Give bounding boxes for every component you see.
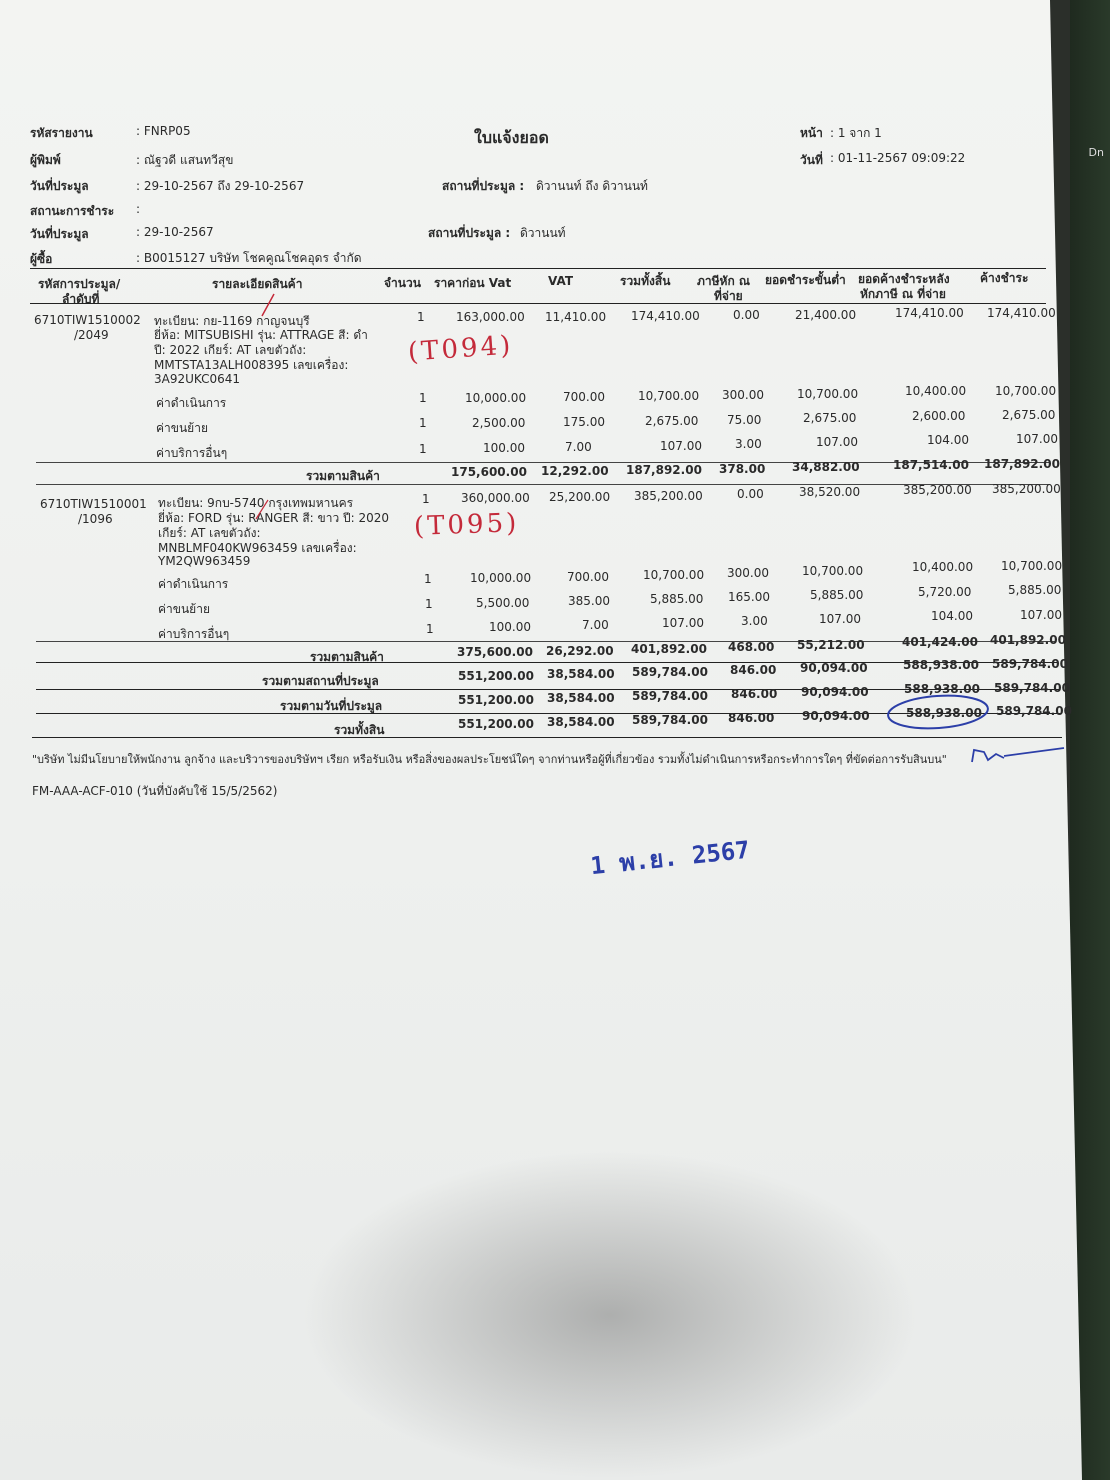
item-line: MMTSTA13ALH008395 เลขเครื่อง: — [154, 358, 349, 372]
cell: 1 — [422, 492, 430, 506]
col-due: ค้างชำระ — [980, 271, 1029, 285]
col-detail: รายละเอียดสินค้า — [212, 277, 303, 291]
cell: 5,720.00 — [918, 585, 972, 599]
col-price: ราคาก่อน Vat — [434, 276, 512, 290]
form-code: FM-AAA-ACF-010 (วันที่บังคับใช้ 15/5/2562) — [32, 784, 278, 798]
col-paid: ยอดชำระขั้นต่ำ — [765, 273, 846, 287]
payment-status-label: สถานะการชำระ — [30, 204, 115, 218]
print-date: : 01-11-2567 09:09:22 — [830, 151, 966, 165]
cell: 589,784.00 — [996, 704, 1072, 718]
cell: 846.00 — [730, 663, 777, 677]
cell: 107.00 — [1020, 608, 1062, 622]
cell: 2,675.00 — [645, 414, 699, 428]
shadow — [300, 1150, 920, 1480]
cell: 300.00 — [727, 566, 769, 580]
cell: 165.00 — [728, 590, 770, 604]
place2: ดิวานนท์ — [520, 226, 566, 240]
cell: 10,700.00 — [643, 568, 705, 582]
subtotal-label: รวมตามสินค้า — [310, 650, 384, 664]
cell: 10,400.00 — [905, 384, 967, 398]
cell: 10,700.00 — [797, 387, 859, 401]
cell: 10,000.00 — [465, 391, 527, 405]
cell: 7.00 — [565, 440, 592, 454]
cell: 589,784.00 — [632, 689, 708, 703]
col-code2: ลำดับที่ — [62, 292, 100, 306]
cell: 589,784.00 — [632, 665, 708, 679]
cell: 174,410.00 — [631, 309, 700, 323]
cell: 300.00 — [722, 388, 764, 402]
red-tick-mark — [256, 500, 268, 519]
item-code: 6710TIW1510002 — [34, 313, 141, 327]
cell: 38,584.00 — [547, 715, 615, 729]
col-tax: ภาษีหัก ณ — [697, 274, 751, 288]
cell: 5,500.00 — [476, 596, 530, 610]
cell: 5,885.00 — [810, 588, 864, 602]
cell: 175.00 — [563, 415, 605, 429]
cell: 551,200.00 — [458, 669, 534, 683]
cell: 10,700.00 — [1001, 559, 1063, 573]
cell: 1 — [419, 442, 427, 456]
item-line: ยี่ห้อ: FORD รุ่น: RANGER สี: ขาว ปี: 2020 — [158, 511, 390, 525]
cell: 7.00 — [582, 618, 609, 632]
cell: 107.00 — [819, 612, 861, 626]
cell: 3.00 — [741, 614, 768, 628]
item-line: ทะเบียน: กย-1169 กาญจนบุรี — [154, 314, 310, 328]
cell: 10,400.00 — [912, 560, 974, 574]
cell: 1 — [425, 597, 433, 611]
cell: 1 — [419, 391, 427, 405]
payment-status: : — [136, 202, 141, 216]
cell: 107.00 — [1016, 432, 1058, 446]
cell: 2,500.00 — [472, 416, 526, 430]
cell: 107.00 — [816, 435, 858, 449]
item-line: MNBLMF040KW963459 เลขเครื่อง: — [158, 541, 357, 555]
handwritten-note: (T095) — [413, 508, 520, 542]
cell: 700.00 — [567, 570, 609, 584]
report-code-label: รหัสรายงาน — [30, 126, 93, 140]
fee-name: ค่าดำเนินการ — [158, 577, 229, 591]
col-code: รหัสการประมูล/ — [38, 277, 121, 291]
cell: 10,000.00 — [470, 571, 532, 585]
cell: 104.00 — [931, 609, 973, 623]
item-seq: /2049 — [74, 328, 109, 342]
item-line: YM2QW963459 — [158, 554, 251, 568]
cell: 401,424.00 — [902, 635, 978, 649]
cell: 1 — [419, 416, 427, 430]
cell: 104.00 — [927, 433, 969, 447]
item-line: 3A92UKC0641 — [154, 372, 241, 386]
cell: 588,938.00 — [906, 706, 982, 720]
cell: 589,784.00 — [632, 713, 708, 727]
cell: 75.00 — [727, 413, 762, 427]
item-seq: /1096 — [78, 512, 113, 526]
total-label: รวมตามวันที่ประมูล — [280, 699, 383, 713]
cell: 163,000.00 — [456, 310, 525, 324]
cell: 175,600.00 — [451, 465, 527, 479]
cell: 174,410.00 — [987, 306, 1056, 320]
place: ดิวานนท์ ถึง ดิวานนท์ — [536, 179, 648, 193]
cell: 90,094.00 — [801, 685, 869, 699]
col-balance2: หักภาษี ณ ที่จ่าย — [860, 287, 946, 301]
cell: 10,700.00 — [995, 384, 1057, 398]
cell: 5,885.00 — [650, 592, 704, 606]
item-line: เกียร์: AT เลขตัวถัง: — [158, 526, 261, 540]
cell: 90,094.00 — [800, 661, 868, 675]
item-code: 6710TIW1510001 — [40, 497, 147, 511]
cell: 401,892.00 — [990, 633, 1066, 647]
place2-label: สถานที่ประมูล : — [428, 226, 511, 240]
cell: 100.00 — [489, 620, 531, 634]
cell: 174,410.00 — [895, 306, 964, 320]
cell: 10,700.00 — [638, 389, 700, 403]
cell: 26,292.00 — [546, 644, 614, 658]
cell: 588,938.00 — [903, 658, 979, 672]
document-title: ใบแจ้งยอด — [474, 128, 549, 147]
buyer: : B0015127 บริษัท โชคคูณโชคอุดร จำกัด — [136, 251, 362, 265]
cell: 360,000.00 — [461, 491, 530, 505]
cell: 468.00 — [728, 640, 775, 654]
fee-name: ค่าดำเนินการ — [156, 396, 227, 410]
cell: 385,200.00 — [903, 483, 972, 497]
side-text: Dn — [1088, 146, 1104, 159]
cell: 187,892.00 — [984, 457, 1060, 471]
cell: 589,784.00 — [994, 681, 1070, 695]
cell: 107.00 — [662, 616, 704, 630]
cell: 90,094.00 — [802, 709, 870, 723]
col-balance: ยอดค้างชำระหลัง — [858, 272, 950, 286]
col-qty: จำนวน — [384, 276, 421, 290]
cell: 34,882.00 — [792, 460, 860, 474]
cell: 5,885.00 — [1008, 583, 1062, 597]
cell: 385,200.00 — [634, 489, 703, 503]
cell: 1 — [417, 310, 425, 324]
cell: 3.00 — [735, 437, 762, 451]
policy-note: "บริษัท ไม่มีนโยบายให้พนักงาน ลูกจ้าง และบริวารของบริษัทฯ เรียก หรือรับเงิน หรือสิ่งของผลประโยชน์ใดๆ จากท่านหรือผู้ที่เกี่ยวข้อง รวมทั้งไม่ดำเนินการหรือกระทำการใดๆ ที่ขัดต่อการรับสินบน" — [32, 753, 947, 766]
signature-mark — [972, 748, 1064, 762]
cell: 187,514.00 — [893, 458, 969, 472]
fee-name: ค่าบริการอื่นๆ — [156, 446, 228, 460]
cell: 551,200.00 — [458, 717, 534, 731]
date-stamp: 1 พ.ย. 2567 — [589, 835, 752, 881]
cell: 2,675.00 — [803, 411, 857, 425]
item-line: ยี่ห้อ: MITSUBISHI รุ่น: ATTRAGE สี: ดำ — [154, 328, 368, 342]
printer: : ณัฐวดี แสนทวีสุข — [136, 153, 234, 167]
place-label: สถานที่ประมูล : — [442, 179, 525, 193]
fee-name: ค่าขนย้าย — [158, 602, 210, 616]
cell: 2,675.00 — [1002, 408, 1056, 422]
cell: 589,784.00 — [992, 657, 1068, 671]
cell: 378.00 — [719, 462, 766, 476]
cell: 38,584.00 — [547, 667, 615, 681]
page-label: หน้า — [800, 126, 823, 140]
item-line: ทะเบียน: 9กบ-5740 กรุงเทพมหานคร — [158, 496, 354, 510]
cell: 25,200.00 — [549, 490, 611, 504]
auction-date2-label: วันที่ประมูล — [30, 227, 89, 241]
subtotal-label: รวมตามสินค้า — [306, 469, 380, 483]
report-code: : FNRP05 — [136, 124, 191, 138]
cell: 846.00 — [728, 711, 775, 725]
cell: 401,892.00 — [631, 642, 707, 656]
auction-date: : 29-10-2567 ถึง 29-10-2567 — [136, 179, 305, 193]
cell: 1 — [426, 622, 434, 636]
cell: 700.00 — [563, 390, 605, 404]
col-vat: VAT — [548, 274, 574, 288]
buyer-label: ผู้ซื้อ — [30, 252, 53, 266]
cell: 551,200.00 — [458, 693, 534, 707]
cell: 375,600.00 — [457, 645, 533, 659]
red-tick-mark — [262, 294, 274, 316]
auction-date-label: วันที่ประมูล — [30, 179, 89, 193]
cell: 10,700.00 — [802, 564, 864, 578]
grand-total-label: รวมทั้งสิน — [334, 723, 385, 737]
total-label: รวมตามสถานที่ประมูล — [262, 674, 379, 688]
cell: 0.00 — [737, 487, 764, 501]
col-tax2: ที่จ่าย — [714, 289, 743, 303]
cell: 11,410.00 — [545, 310, 607, 324]
auction-date2: : 29-10-2567 — [136, 225, 214, 239]
page-number: : 1 จาก 1 — [830, 126, 882, 140]
cell: 588,938.00 — [904, 682, 980, 696]
item-line: ปี: 2022 เกียร์: AT เลขตัวถัง: — [154, 343, 307, 357]
cell: 55,212.00 — [797, 638, 865, 652]
cell: 107.00 — [660, 439, 702, 453]
cell: 187,892.00 — [626, 463, 702, 477]
cell: 0.00 — [733, 308, 760, 322]
circle-mark — [887, 693, 989, 732]
date-label: วันที่ — [800, 153, 823, 167]
printer-label: ผู้พิมพ์ — [30, 153, 61, 167]
fee-name: ค่าขนย้าย — [156, 421, 208, 435]
cell: 1 — [424, 572, 432, 586]
cell: 846.00 — [731, 687, 778, 701]
handwritten-note: (T094) — [407, 330, 515, 368]
cell: 385,200.00 — [992, 482, 1061, 496]
cell: 385.00 — [568, 594, 610, 608]
cell: 38,520.00 — [799, 485, 861, 499]
cell: 38,584.00 — [547, 691, 615, 705]
cell: 12,292.00 — [541, 464, 609, 478]
cell: 21,400.00 — [795, 308, 857, 322]
fee-name: ค่าบริการอื่นๆ — [158, 627, 230, 641]
col-total: รวมทั้งสิ้น — [620, 274, 671, 288]
cell: 2,600.00 — [912, 409, 966, 423]
cell: 100.00 — [483, 441, 525, 455]
